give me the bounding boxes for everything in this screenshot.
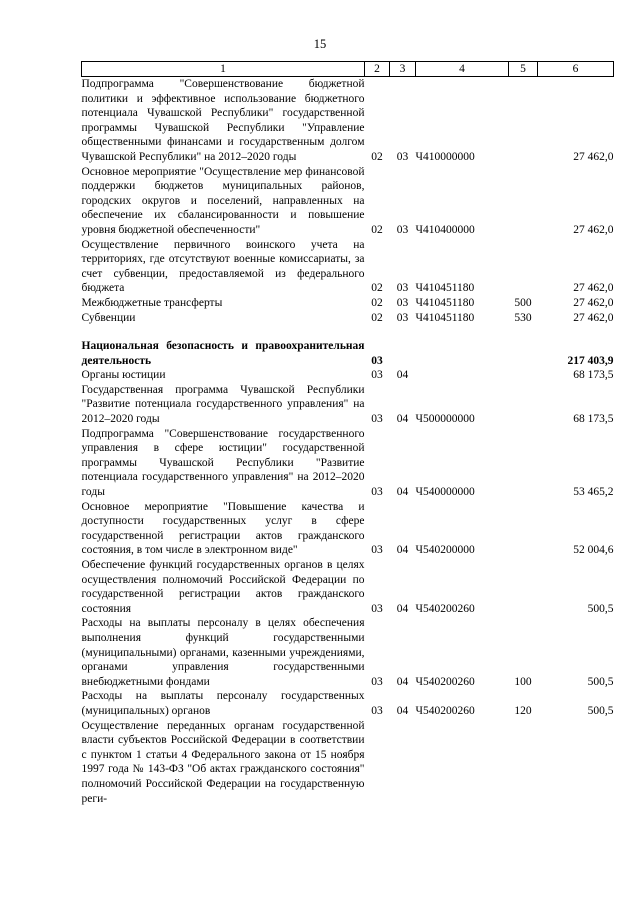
subsection-code-cell: 04 bbox=[396, 602, 409, 615]
target-article-cell: Ч540200260 bbox=[415, 602, 475, 615]
subsection-code-cell bbox=[390, 719, 416, 807]
spacer-row bbox=[82, 325, 614, 339]
subsection-code-cell: 03 bbox=[396, 296, 409, 309]
column-header: 6 bbox=[538, 62, 614, 77]
amount-cell: 27 462,0 bbox=[573, 296, 614, 309]
amount-cell: 53 465,2 bbox=[573, 486, 614, 499]
expense-group-cell bbox=[509, 368, 538, 383]
column-header: 4 bbox=[416, 62, 509, 77]
section-code-cell: 03 bbox=[371, 544, 383, 557]
section-code-cell: 02 bbox=[371, 311, 383, 324]
row-name-cell: Органы юстиции bbox=[81, 369, 166, 382]
column-header: 1 bbox=[82, 62, 365, 77]
table-row bbox=[82, 500, 614, 558]
subsection-code-cell: 03 bbox=[396, 311, 409, 324]
section-code-cell: 02 bbox=[371, 296, 383, 309]
table-row bbox=[82, 427, 614, 500]
table-row bbox=[82, 719, 614, 807]
section-code-cell: 02 bbox=[371, 223, 383, 236]
expense-group-cell bbox=[509, 238, 538, 296]
table-row bbox=[82, 558, 614, 616]
expense-group-cell: 100 bbox=[514, 675, 532, 688]
expense-group-cell bbox=[509, 719, 538, 807]
amount-cell: 52 004,6 bbox=[573, 544, 614, 557]
subsection-code-cell: 03 bbox=[396, 282, 409, 295]
section-code-cell: 03 bbox=[371, 369, 383, 382]
row-name-cell: Межбюджетные трансферты bbox=[81, 296, 223, 309]
section-code-cell: 03 bbox=[371, 413, 383, 426]
expense-group-cell bbox=[509, 500, 538, 558]
table-row bbox=[82, 165, 614, 238]
row-name-cell: Подпрограмма "Совершенствование государственного управления в сфере юстиции" государственной программы Чувашской Республики "Развитие потенциала государственного управления" на 2012–2020 годы bbox=[81, 427, 365, 499]
subsection-code-cell: 04 bbox=[396, 369, 409, 382]
amount-cell: 500,5 bbox=[587, 602, 614, 615]
expense-group-cell bbox=[509, 383, 538, 427]
target-article-cell: Ч540000000 bbox=[415, 486, 475, 499]
row-name-cell: Подпрограмма "Совершенствование бюджетной политики и эффективное использование бюджетного потенциала Чувашской Республики" государственной программы Чувашской Республики "Управление общественными финансами и государственным долгом Чувашской Республики" на 2012–2020 годы bbox=[81, 78, 365, 163]
row-name-cell: Осуществление переданных органам государственной власти субъектов Российской Федерации в соответствии с пунктом 1 статьи 4 Федерального закона от 15 ноября 1997 года № 143-ФЗ "Об актах гражданского состояния" полномочий Российской Федерации на государственную реги- bbox=[81, 719, 365, 805]
section-code-cell: 02 bbox=[371, 150, 383, 163]
expense-group-cell: 500 bbox=[514, 296, 532, 309]
target-article-cell bbox=[416, 368, 509, 383]
row-name-cell: Государственная программа Чувашской Республики "Развитие потенциала государственного управления" на 2012–2020 годы bbox=[81, 383, 365, 426]
table-row bbox=[82, 339, 614, 368]
amount-cell: 217 403,9 bbox=[567, 354, 614, 367]
row-name-cell: Основное мероприятие "Осуществление мер финансовой поддержки бюджетов муниципальных районов, городских округов и поселений, направленных на обеспечение их сбалансированности и повышение уровня бюджетной обеспеченности" bbox=[81, 165, 365, 236]
section-code-cell: 03 bbox=[371, 486, 383, 499]
expense-group-cell bbox=[509, 339, 538, 368]
expense-group-cell: 120 bbox=[514, 704, 532, 717]
table-row bbox=[82, 311, 614, 326]
section-code-cell: 03 bbox=[371, 354, 383, 367]
amount-cell: 27 462,0 bbox=[573, 311, 614, 324]
amount-cell: 27 462,0 bbox=[573, 150, 614, 163]
row-name-cell: Расходы на выплаты персоналу в целях обеспечения выполнения функций государственными (муниципальными) органами, казенными учреждениями, органами управления государственными внебюджетными фондами bbox=[81, 617, 365, 688]
expense-group-cell bbox=[509, 427, 538, 500]
amount-cell: 68 173,5 bbox=[573, 413, 614, 426]
target-article-cell bbox=[416, 339, 509, 368]
subsection-code-cell: 04 bbox=[396, 704, 409, 717]
amount-cell: 500,5 bbox=[587, 675, 614, 688]
column-header: 5 bbox=[509, 62, 538, 77]
column-header: 2 bbox=[365, 62, 390, 77]
subsection-code-cell: 03 bbox=[396, 223, 409, 236]
section-code-cell: 03 bbox=[371, 602, 383, 615]
table-row bbox=[82, 368, 614, 383]
expense-group-cell bbox=[509, 558, 538, 616]
table-row bbox=[82, 383, 614, 427]
subsection-code-cell: 04 bbox=[396, 413, 409, 426]
subsection-code-cell: 03 bbox=[396, 150, 409, 163]
spacer-cell bbox=[82, 325, 614, 339]
section-code-cell: 02 bbox=[371, 282, 383, 295]
column-header: 3 bbox=[390, 62, 416, 77]
section-code-cell: 03 bbox=[371, 675, 383, 688]
subsection-code-cell: 04 bbox=[396, 675, 409, 688]
row-name-cell: Национальная безопасность и правоохранительная деятельность bbox=[81, 340, 365, 367]
amount-cell: 68 173,5 bbox=[573, 369, 614, 382]
table-row bbox=[82, 296, 614, 311]
table-row bbox=[82, 238, 614, 296]
target-article-cell: Ч410451180 bbox=[415, 296, 475, 309]
budget-table bbox=[81, 61, 614, 806]
target-article-cell: Ч540200260 bbox=[415, 675, 475, 688]
table-header-row bbox=[82, 62, 614, 77]
row-name-cell: Осуществление первичного воинского учета на территориях, где отсутствуют военные комиссариаты, за счет субвенции, предоставляемой из федерального бюджета bbox=[81, 238, 365, 295]
target-article-cell: Ч410451180 bbox=[415, 282, 475, 295]
table-row bbox=[82, 689, 614, 718]
target-article-cell: Ч410000000 bbox=[415, 150, 475, 163]
subsection-code-cell: 04 bbox=[396, 486, 409, 499]
page-number: 15 bbox=[313, 37, 327, 51]
amount-cell: 27 462,0 bbox=[573, 282, 614, 295]
row-name-cell: Обеспечение функций государственных органов в целях осуществления полномочий Российской Федерации по государственной регистрации актов гражданского состояния bbox=[81, 559, 365, 615]
amount-cell: 500,5 bbox=[587, 704, 614, 717]
target-article-cell: Ч410400000 bbox=[415, 223, 475, 236]
amount-cell bbox=[538, 719, 614, 807]
section-code-cell bbox=[365, 719, 390, 807]
expense-group-cell bbox=[509, 165, 538, 238]
target-article-cell bbox=[416, 719, 509, 807]
row-name-cell: Субвенции bbox=[81, 311, 136, 324]
expense-group-cell bbox=[509, 77, 538, 165]
target-article-cell: Ч410451180 bbox=[415, 311, 475, 324]
row-name-cell: Расходы на выплаты персоналу государственных (муниципальных) органов bbox=[81, 690, 365, 717]
target-article-cell: Ч540200000 bbox=[415, 544, 475, 557]
subsection-code-cell bbox=[390, 339, 416, 368]
subsection-code-cell: 04 bbox=[396, 544, 409, 557]
row-name-cell: Основное мероприятие "Повышение качества и доступности государственных услуг в сфере государственной регистрации актов гражданского состояния, в том числе в электронном виде" bbox=[81, 500, 365, 557]
table-body bbox=[82, 77, 614, 807]
table-row bbox=[82, 77, 614, 165]
target-article-cell: Ч540200260 bbox=[415, 704, 475, 717]
expense-group-cell: 530 bbox=[514, 311, 532, 324]
table-row bbox=[82, 616, 614, 689]
amount-cell: 27 462,0 bbox=[573, 223, 614, 236]
section-code-cell: 03 bbox=[371, 704, 383, 717]
target-article-cell: Ч500000000 bbox=[415, 413, 475, 426]
